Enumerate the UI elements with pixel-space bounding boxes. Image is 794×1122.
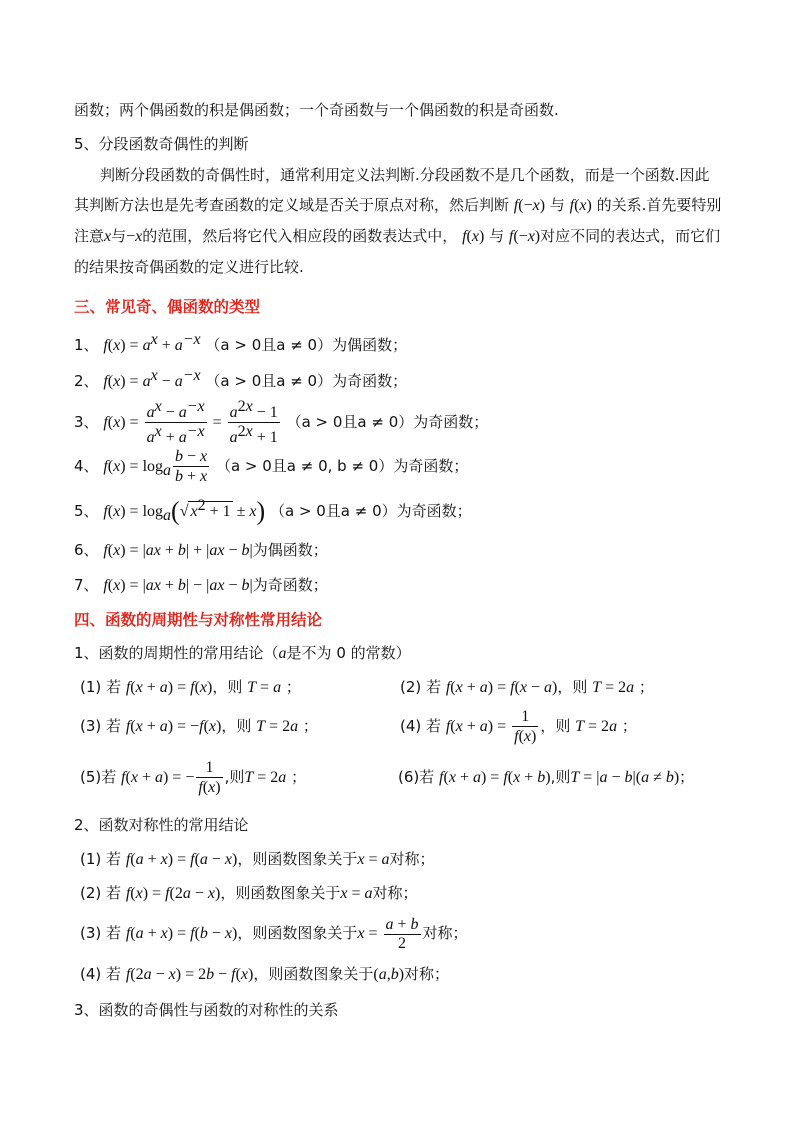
symmetry-2: (2) 若 f(x) = f(2a − x)，则函数图象关于x = a对称； [80, 884, 418, 902]
symmetry-1: (1) 若 f(a + x) = f(a − x)，则函数图象关于x = a对称； [80, 850, 435, 868]
period-5: (5)若 f(x + a) = − $\frac{1}{f(x)}$ ,则T = 2a ； [80, 758, 307, 796]
type-1: 1、 $f(x) = a^x + a^{-x}$ （a > 0且a ≠ 0）为偶函数； [74, 331, 408, 354]
period-title: 1、函数的周期性的常用结论（a是不为 0 的常数） [74, 644, 411, 662]
heading-3: 三、常见奇、偶函数的类型 [74, 298, 261, 316]
section-5-paragraph: 判断分段函数的奇偶性时，通常利用定义法判断.分段函数不是几个函数，而是一个函数.因此其判断方法也是先考查函数的定义域是否关于原点对称，然后判断 f(−x) 与 f(x) 的关系.首先要特别注意x与−x的范围，然后将它代入相应段的函数表达式中， f(x) 与 f(−x)对应不同的表达式，而它们的结果按奇偶函数的定义进行比较. [74, 166, 722, 276]
symmetry-3: (3) 若 f(a + x) = f(b − x)，则函数图象关于x = $\frac{a + b}{2}$ 对称； [80, 915, 468, 952]
type-4: 4、 $f(x) = \log_a$ $\frac{b - x}{b + x}$ （a > 0且a ≠ 0, b ≠ 0）为奇函数； [74, 448, 469, 485]
period-3: (3) 若 f(x + a) = −f(x)，则 T = 2a ； [80, 717, 318, 735]
period-1: (1) 若 f(x + a) = f(x)，则 T = a ； [80, 678, 301, 696]
type-3: 3、 f(x) = $\frac{a^x - a^{-x}}{a^x + a^{-x}}$ = $\frac{a^{2x} - 1}{a^{2x} + 1}$ （a > 0且a ≠ 0）为奇函数； [74, 398, 489, 446]
type-6: 6、 f(x) = |ax + b| + |ax − b|为偶函数； [74, 541, 328, 559]
heading-4: 四、函数的周期性与对称性常用结论 [74, 611, 323, 629]
section-5-title: 5、分段函数奇偶性的判断 [74, 135, 249, 153]
period-6: (6)若 f(x + a) = f(x + b),则T = |a − b|(a ≠ b)； [398, 768, 695, 786]
intro-line: 函数；两个偶函数的积是偶函数；一个奇函数与一个偶函数的积是奇函数. [74, 101, 559, 119]
type-2: 2、 $f(x) = a^x - a^{-x}$ （a > 0且a ≠ 0）为奇函数； [74, 367, 408, 390]
period-2: (2) 若 f(x + a) = f(x − a)，则 T = 2a ； [400, 678, 654, 696]
symmetry-4: (4) 若 f(2a − x) = 2b − f(x)，则函数图象关于(a,b)对称； [80, 965, 450, 983]
type-5: 5、 $f(x) = \log_a(√$ $x^2 + 1 \pm x$) （a > 0且a ≠ 0）为奇函数； [74, 496, 472, 526]
type-7: 7、 f(x) = |ax + b| − |ax − b|为奇函数； [74, 576, 328, 594]
section-3-title: 3、函数的奇偶性与函数的对称性的关系 [74, 1001, 339, 1019]
symmetry-title: 2、函数对称性的常用结论 [74, 816, 249, 834]
period-4: (4) 若 f(x + a) = $\frac{1}{f(x)}$ ，则 T = 2a ； [400, 707, 637, 745]
